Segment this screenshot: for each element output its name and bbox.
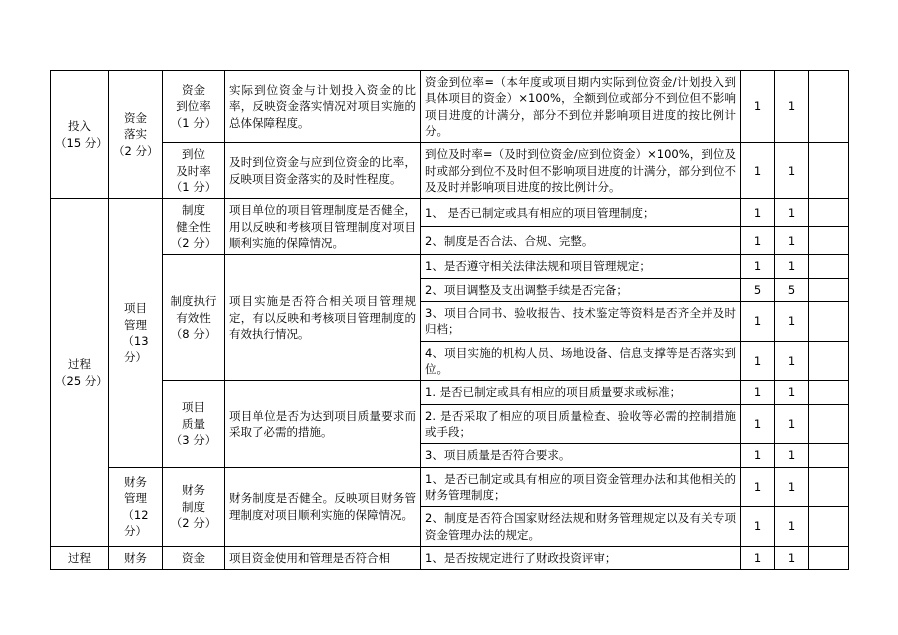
scoring-point-cell: 1、是否按规定进行了财政投资评审； xyxy=(421,546,741,569)
index-cell xyxy=(109,467,163,546)
sub-index-score: （1 分） xyxy=(170,179,217,194)
score-review-cell xyxy=(809,255,849,278)
score-review-cell xyxy=(809,301,849,341)
dimension-cell xyxy=(51,199,109,547)
index-score: （13 分） xyxy=(122,333,149,365)
sub-index-cell xyxy=(163,199,225,255)
index-label-1: 资金 xyxy=(124,111,147,126)
sub-index-cell xyxy=(163,255,225,381)
sub-index-label-1: 制度 xyxy=(182,203,205,218)
sub-index-score: （1 分） xyxy=(170,115,217,130)
scoring-point-cell: 2、制度是否符合国家财经法规和财务管理规定以及有关专项资金管理办法的规定。 xyxy=(421,507,741,547)
scoring-point-cell: 1、是否遵守相关法律法规和项目管理规定； xyxy=(421,255,741,278)
score-review-cell xyxy=(809,227,849,255)
score-self-cell: 1 xyxy=(775,301,809,341)
scoring-point-cell: 3、项目质量是否符合要求。 xyxy=(421,444,741,467)
index-cell: 财务 xyxy=(109,546,163,569)
index-score: （12 分） xyxy=(122,507,149,539)
dimension-score: （15 分） xyxy=(55,135,108,150)
scoring-point-cell: 4、项目实施的机构人员、场地设备、信息支撑等是否落实到位。 xyxy=(421,341,741,381)
scoring-point-cell: 2、制度是否合法、合规、完整。 xyxy=(421,227,741,255)
dimension-cell: 过程 xyxy=(51,546,109,569)
index-cell xyxy=(109,199,163,467)
score-full-cell: 1 xyxy=(741,381,775,404)
sub-index-label-1: 财务 xyxy=(182,483,205,498)
sub-index-score: （2 分） xyxy=(170,235,217,250)
index-cell xyxy=(109,71,163,199)
scoring-point-cell: 1. 是否已制定或具有相应的项目质量要求或标准； xyxy=(421,381,741,404)
score-review-cell xyxy=(809,444,849,467)
score-self-cell: 1 xyxy=(775,546,809,569)
dimension-label: 投入 xyxy=(68,119,91,134)
score-full-cell: 5 xyxy=(741,278,775,301)
evaluation-table-wrapper xyxy=(50,70,848,570)
score-full-cell: 1 xyxy=(741,143,775,199)
score-self-cell: 1 xyxy=(775,507,809,547)
table-row xyxy=(51,255,849,278)
score-full-cell: 1 xyxy=(741,444,775,467)
sub-index-label-2: 健全性 xyxy=(176,219,211,234)
score-self-cell: 1 xyxy=(775,444,809,467)
score-full-cell: 1 xyxy=(741,71,775,143)
score-full-cell: 1 xyxy=(741,341,775,381)
score-full-cell: 1 xyxy=(741,301,775,341)
sub-index-label-1: 制度执行 xyxy=(170,294,217,309)
sub-index-label-1: 项目 xyxy=(182,400,205,415)
score-review-cell xyxy=(809,341,849,381)
description-cell: 项目实施是否符合相关项目管理规定，有以反映和考核项目管理制度的有效执行情况。 xyxy=(225,255,421,381)
score-full-cell: 1 xyxy=(741,255,775,278)
scoring-point-cell: 2、项目调整及支出调整手续是否完备； xyxy=(421,278,741,301)
sub-index-score: （3 分） xyxy=(170,433,217,448)
table-row xyxy=(51,546,849,569)
score-self-cell: 5 xyxy=(775,278,809,301)
sub-index-label-2: 有效性 xyxy=(176,310,211,325)
sub-index-label-2: 制度 xyxy=(182,499,205,514)
evaluation-table xyxy=(50,70,849,570)
table-row xyxy=(51,467,849,507)
description-cell: 财务制度是否健全。反映项目财务管理制度对项目顺利实施的保障情况。 xyxy=(225,467,421,546)
index-label-1: 项目 xyxy=(124,301,147,316)
score-full-cell: 1 xyxy=(741,199,775,227)
sub-index-score: （8 分） xyxy=(170,326,217,341)
score-self-cell: 1 xyxy=(775,341,809,381)
sub-index-label-2: 到位率 xyxy=(176,99,211,114)
table-row xyxy=(51,381,849,404)
sub-index-label-1: 到位 xyxy=(182,147,205,162)
description-cell: 项目单位的项目管理制度是否健全，用以反映和考核项目管理制度对项目顺利实施的保障情况。 xyxy=(225,199,421,255)
score-full-cell: 1 xyxy=(741,507,775,547)
sub-index-cell xyxy=(163,467,225,546)
sub-index-cell: 资金 xyxy=(163,546,225,569)
score-self-cell: 1 xyxy=(775,71,809,143)
table-row xyxy=(51,71,849,143)
table-row xyxy=(51,143,849,199)
score-review-cell xyxy=(809,467,849,507)
scoring-point-cell: 到位及时率=（及时到位资金/应到位资金）×100%，到位及时或部分到位不及时但不影响项目进度的计满分，部分到位不及及时并影响项目进度的按比例计分。 xyxy=(421,143,741,199)
score-review-cell xyxy=(809,71,849,143)
score-review-cell xyxy=(809,278,849,301)
scoring-point-cell: 2. 是否采取了相应的项目质量检查、验收等必需的控制措施或手段； xyxy=(421,404,741,444)
index-label-1: 财务 xyxy=(124,475,147,490)
dimension-score: （25 分） xyxy=(55,373,108,388)
sub-index-label-1: 资金 xyxy=(182,83,205,98)
sub-index-label-2: 及时率 xyxy=(176,163,211,178)
sub-index-score: （2 分） xyxy=(170,515,217,530)
score-self-cell: 1 xyxy=(775,404,809,444)
score-review-cell xyxy=(809,381,849,404)
score-review-cell xyxy=(809,507,849,547)
scoring-point-cell: 1、 是否已制定或具有相应的项目管理制度； xyxy=(421,199,741,227)
score-review-cell xyxy=(809,546,849,569)
index-label-2: 管理 xyxy=(124,317,147,332)
sub-index-cell xyxy=(163,143,225,199)
score-full-cell: 1 xyxy=(741,467,775,507)
score-self-cell: 1 xyxy=(775,227,809,255)
scoring-point-cell: 3、项目合同书、验收报告、技术鉴定等资料是否齐全并及时归档； xyxy=(421,301,741,341)
index-label-2: 落实 xyxy=(124,127,147,142)
score-full-cell: 1 xyxy=(741,404,775,444)
score-review-cell xyxy=(809,404,849,444)
dimension-label: 过程 xyxy=(68,357,91,372)
score-review-cell xyxy=(809,143,849,199)
index-label-2: 管理 xyxy=(124,491,147,506)
table-row xyxy=(51,199,849,227)
score-self-cell: 1 xyxy=(775,255,809,278)
sub-index-label-2: 质量 xyxy=(182,416,205,431)
score-full-cell: 1 xyxy=(741,227,775,255)
description-cell: 项目资金使用和管理是否符合相 xyxy=(225,546,421,569)
description-cell: 项目单位是否为达到项目质量要求而采取了必需的措施。 xyxy=(225,381,421,467)
index-score: （2 分） xyxy=(113,143,159,158)
score-self-cell: 1 xyxy=(775,467,809,507)
dimension-cell xyxy=(51,71,109,199)
score-review-cell xyxy=(809,199,849,227)
score-self-cell: 1 xyxy=(775,381,809,404)
sub-index-cell xyxy=(163,381,225,467)
description-cell: 实际到位资金与计划投入资金的比率，反映资金落实情况对项目实施的总体保障程度。 xyxy=(225,71,421,143)
scoring-point-cell: 1、是否已制定或具有相应的项目资金管理办法和其他相关的财务管理制度； xyxy=(421,467,741,507)
description-cell: 及时到位资金与应到位资金的比率，反映项目资金落实的及时性程度。 xyxy=(225,143,421,199)
sub-index-cell xyxy=(163,71,225,143)
score-self-cell: 1 xyxy=(775,199,809,227)
scoring-point-cell: 资金到位率=（本年度或项目期内实际到位资金/计划投入到具体项目的资金）×100%，全额到位或部分不到位但不影响项目进度的计满分，部分不到位并影响项目进度的按比例计分。 xyxy=(421,71,741,143)
score-self-cell: 1 xyxy=(775,143,809,199)
score-full-cell: 1 xyxy=(741,546,775,569)
